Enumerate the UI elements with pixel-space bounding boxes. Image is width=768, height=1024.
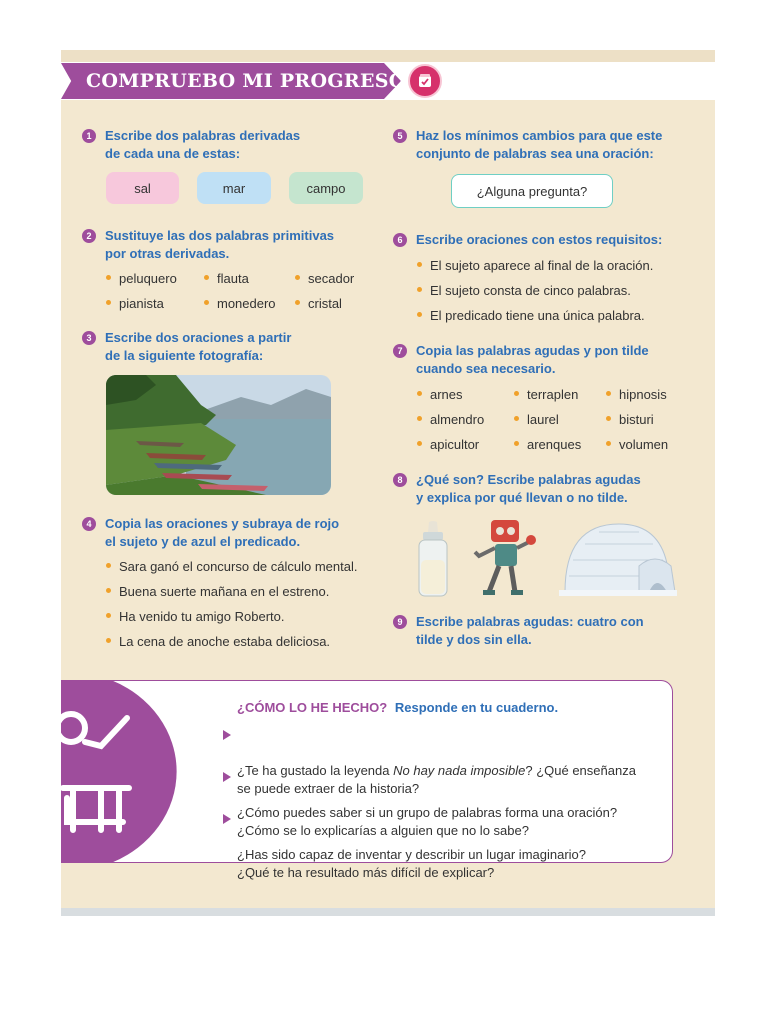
robot-toy-image <box>471 516 539 598</box>
review-heading <box>237 700 558 715</box>
review-question-2: ¿Cómo puedes saber si un grupo de palabras forma una oración? ¿Cómo se lo explicarías a alguien que no lo sabe? <box>223 768 617 858</box>
lake-photo <box>106 375 331 495</box>
list-item: El sujeto aparece al final de la oración. <box>417 253 653 278</box>
exercise-1-question: Escribe dos palabras derivadas de cada una de estas: <box>105 128 301 161</box>
exercise-5-number: 5 <box>393 129 407 143</box>
list-item: hipnosis <box>606 382 667 407</box>
exercise-4-question: Copia las oraciones y subraya de rojo el sujeto y de azul el predicado. <box>105 516 340 549</box>
exercise-4-number: 4 <box>82 517 96 531</box>
list-item: almendro <box>417 407 484 432</box>
exercise-8-number: 8 <box>393 473 407 487</box>
exercise-1-number: 1 <box>82 129 96 143</box>
page-title: COMPRUEBO MI PROGRESO <box>86 70 406 92</box>
list-item: El sujeto consta de cinco palabras. <box>417 278 631 303</box>
exercise-7-number: 7 <box>393 344 407 358</box>
list-item: terraplen <box>514 382 578 407</box>
list-item: secador <box>295 266 354 291</box>
review-title: ¿CÓMO LO HE HECHO? <box>237 700 388 715</box>
exercise-7-question: Copia las palabras agudas y pon tilde cuando sea necesario. <box>416 343 649 376</box>
exercise-3-question: Escribe dos oraciones a partir de la siguiente fotografía: <box>105 330 292 363</box>
bottom-strip <box>61 908 715 916</box>
word-chip-mar: mar <box>197 172 271 204</box>
exercise-6-number: 6 <box>393 233 407 247</box>
exercise-2-question: Sustituye las dos palabras primitivas por otras derivadas. <box>105 228 335 261</box>
review-question-3: ¿Has sido capaz de inventar y describir un lugar imaginario? ¿Qué te ha resultado más difícil de explicar? <box>223 810 586 900</box>
list-item: monedero <box>204 291 276 316</box>
list-item: La cena de anoche estaba deliciosa. <box>106 629 330 654</box>
checklist-icon <box>408 64 442 98</box>
exercise-8-question: ¿Qué son? Escribe palabras agudas y explica por qué llevan o no tilde. <box>416 472 641 505</box>
list-item: arenques <box>514 432 581 457</box>
exercise-6-question: Escribe oraciones con estos requisitos: <box>416 232 663 247</box>
list-item: laurel <box>514 407 559 432</box>
student-at-desk-icon <box>61 680 181 863</box>
word-chip-campo: campo <box>289 172 363 204</box>
list-item: Sara ganó el concurso de cálculo mental. <box>106 554 357 579</box>
list-item: Buena suerte mañana en el estreno. <box>106 579 329 604</box>
list-item: flauta <box>204 266 249 291</box>
sentence-box: ¿Alguna pregunta? <box>451 174 613 208</box>
list-item: arnes <box>417 382 463 407</box>
list-item: apicultor <box>417 432 479 457</box>
review-subtitle: Responde en tu cuaderno. <box>394 700 559 715</box>
exercise-9-question: Escribe palabras agudas: cuatro con tilde y dos sin ella. <box>416 614 644 647</box>
exercise-2-number: 2 <box>82 229 96 243</box>
list-item: peluquero <box>106 266 177 291</box>
exercise-5-question: Haz los mínimos cambios para que este conjunto de palabras sea una oración: <box>416 128 663 161</box>
list-item: Ha venido tu amigo Roberto. <box>106 604 284 629</box>
baby-bottle-image <box>413 520 453 598</box>
list-item: bisturi <box>606 407 654 432</box>
textbook-page <box>61 50 715 916</box>
exercise-9-number: 9 <box>393 615 407 629</box>
word-chip-sal: sal <box>106 172 179 204</box>
list-item: El predicado tiene una única palabra. <box>417 303 645 328</box>
review-question-1: ¿Te ha gustado la leyenda No hay nada imposible? ¿Qué enseñanza se puede extraer de la historia? <box>223 726 636 816</box>
list-item: pianista <box>106 291 164 316</box>
top-strip <box>61 50 715 62</box>
list-item: cristal <box>295 291 342 316</box>
list-item: volumen <box>606 432 668 457</box>
exercise-3-number: 3 <box>82 331 96 345</box>
igloo-image <box>559 516 677 598</box>
